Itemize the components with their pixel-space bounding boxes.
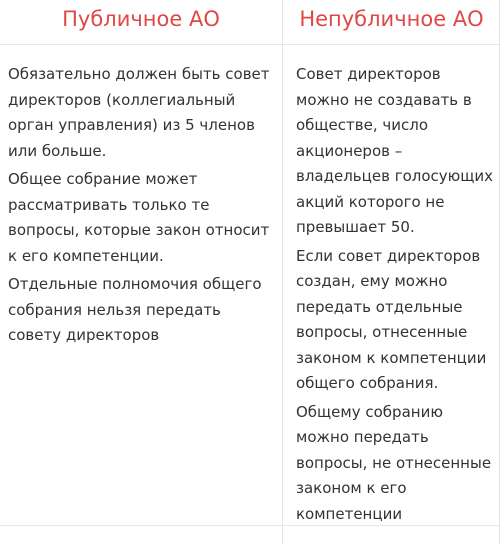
header-nonpublic-ao: Непубличное АО — [299, 7, 484, 31]
nonpublic-paragraph-1: Совет директоров можно не создавать в обществе, число акционеров – владельцев голосующих акций которого не превышает 50. — [296, 65, 494, 236]
header-public-ao: Публичное АО — [62, 7, 220, 31]
nonpublic-paragraph-2: Если совет директоров создан, ему можно передать отдельные вопросы, отнесенные законом к компетенции общего собрания. — [296, 246, 487, 392]
nonpublic-paragraph-3: Общему собранию можно передать вопросы, не отнесенные законом к его компетенции — [296, 402, 492, 523]
public-paragraph-2: Общее собрание может рассматривать только те вопросы, которые закон относит к его компетенции. — [8, 170, 270, 265]
cell-nonpublic-ao — [296, 62, 496, 530]
public-paragraph-1: Обязательно должен быть совет директоров (коллегиальный орган управления) из 5 членов или больше. — [8, 65, 270, 160]
cell-public-ao — [8, 62, 276, 352]
header-divider — [0, 44, 500, 45]
column-divider — [282, 0, 283, 544]
public-paragraph-3: Отдельные полномочия общего собрания нельзя передать совету директоров — [8, 275, 262, 344]
